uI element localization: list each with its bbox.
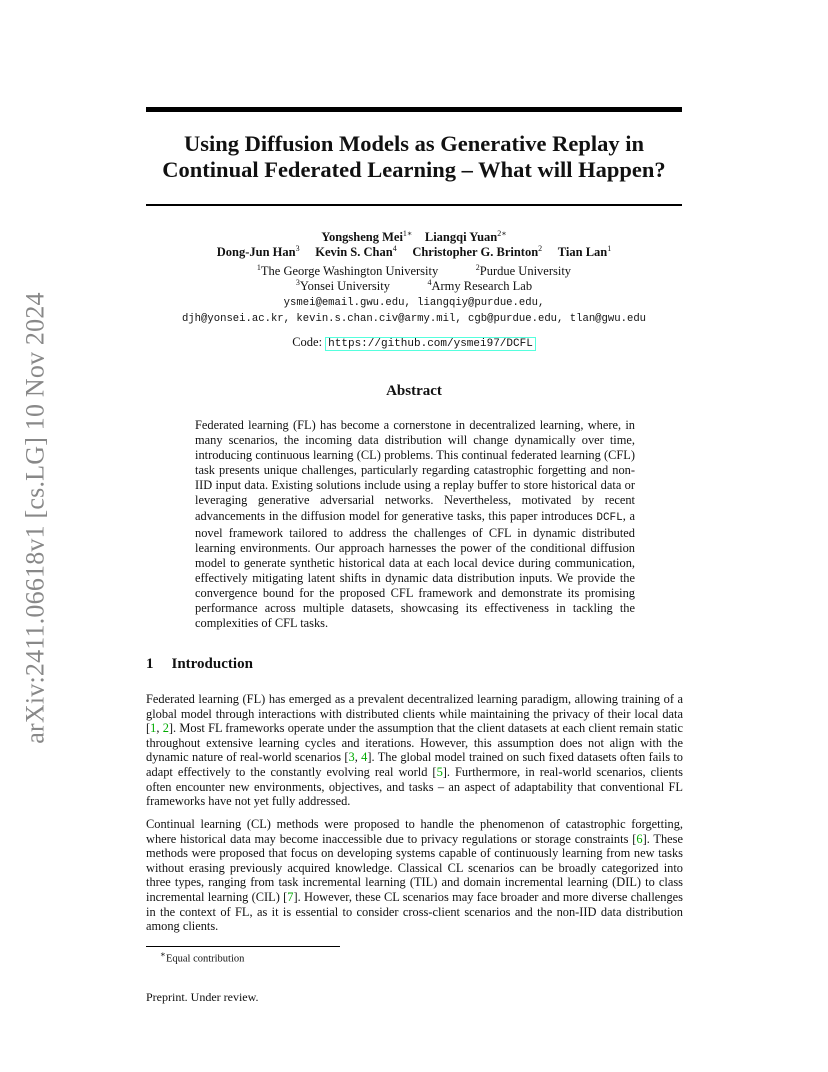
citation-link[interactable]: 3 [348, 750, 355, 765]
text-run: , [156, 721, 163, 736]
author-name: Yongsheng Mei [321, 230, 403, 245]
author-sup: 1∗ [402, 229, 413, 238]
preprint-notice: Preprint. Under review. [146, 990, 259, 1004]
code-line [140, 335, 688, 350]
citation-link[interactable]: 7 [287, 889, 294, 904]
text-run: ]. The global model trained on such fixed datasets often fails to adapt effectively to the constantly evolving real world [ [146, 750, 683, 779]
title-rule-top [146, 107, 682, 112]
author-sup: 3 [295, 244, 300, 253]
affil-sup: 2 [475, 263, 480, 272]
affiliation: The George Washington University [260, 264, 439, 279]
title-line-1: Using Diffusion Models as Generative Replay in [183, 131, 644, 156]
text-run: , [354, 750, 362, 765]
authors-row-2 [140, 241, 688, 260]
text-run: ]. Most FL frameworks operate under the assumption that the client datasets at each client remain static throughout extensive learning cycles and iterations. However, this assumption does not align with the dynamic nature of real-world scenarios [ [146, 721, 683, 765]
author-sup: 2 [538, 244, 543, 253]
section-number: 1 [146, 656, 154, 672]
citation-link[interactable]: 6 [636, 831, 643, 846]
affiliation: Yonsei University [299, 279, 390, 294]
section-title: Introduction [171, 656, 253, 672]
footnote-rule [146, 946, 340, 947]
author-sup: 1 [607, 244, 612, 253]
author-sup: 2∗ [497, 229, 507, 238]
author-sup: 4 [392, 244, 397, 253]
section-heading-introduction [146, 656, 253, 673]
footnote [160, 949, 244, 965]
code-link[interactable]: https://github.com/ysmei97/DCFL [325, 337, 536, 351]
citation-link[interactable]: 5 [436, 764, 443, 779]
author-name: Tian Lan [557, 245, 608, 260]
citation-link[interactable]: 1 [150, 721, 157, 736]
text-run: ]. Furthermore, in real-world scenarios, clients often encounter new environments, objectives, and tasks – an aspect of adaptability that conventional FL frameworks have not yet fully addressed. [146, 764, 683, 809]
footnote-text: Equal contribution [165, 953, 245, 965]
title-line-2: Continual Federated Learning – What will Happen? [162, 157, 666, 182]
affiliation: Army Research Lab [431, 279, 533, 294]
author-name: Dong-Jun Han [216, 245, 296, 260]
paper-title [120, 131, 708, 183]
emails-line-1: ysmei@email.gwu.edu, liangqiy@purdue.edu, [283, 297, 545, 309]
code-label: Code: [292, 335, 323, 349]
text-run: ]. These methods were proposed that focus on developing systems capable of continuously learning from new tasks without erasing previously acquired knowledge. Classical CL scenarios can be broadly categorized into three types, ranging from task incremental learning (TIL) and domain incremental learning (DIL) to class incremental learning (CIL) [ [146, 831, 683, 904]
text-run: ]. However, these CL scenarios may face broader and more diverse challenges in the context of FL, as it is essential to consider cross-client scenarios and the non-IID data distribution among clients. [146, 889, 683, 934]
arxiv-id: arXiv:2411.06618v1 [cs.LG] 10 Nov 2024 [21, 292, 50, 744]
affil-sup: 3 [295, 278, 300, 287]
author-name: Liangqi Yuan [424, 230, 498, 245]
emails-line-2: djh@yonsei.ac.kr, kevin.s.chan.civ@army.mil, cgb@purdue.edu, tlan@gwu.edu [181, 313, 647, 325]
title-rule-bottom [146, 204, 682, 206]
text-run: Federated learning (FL) has emerged as a prevalent decentralized learning paradigm, allowing training of a global model through interactions with distributed clients while maintaining the privacy of their local data [ [146, 692, 683, 736]
affiliation: Purdue University [479, 264, 572, 279]
intro-paragraph-2 [146, 817, 683, 934]
affil-sup: 4 [427, 278, 432, 287]
author-name: Kevin S. Chan [315, 245, 393, 260]
affiliations-row-2 [140, 275, 688, 294]
text-run: Continual learning (CL) methods were proposed to handle the phenomenon of catastrophic forgetting, where historical data may become inaccessible due to privacy regulations or storage constraints [ [146, 817, 683, 846]
arxiv-sidebar [18, 283, 54, 753]
method-name: DCFL [596, 511, 623, 524]
citation-link[interactable]: 2 [162, 721, 169, 736]
intro-paragraph-1 [146, 692, 683, 809]
author-name: Christopher G. Brinton [412, 245, 539, 260]
abstract-body [195, 418, 635, 631]
abstract-heading: Abstract [386, 383, 442, 399]
abstract-text-2: , a novel framework tailored to address the challenges of CFL in dynamic distributed learning environments. Our approach harnesses the power of the conditional diffusion model to generate synthetic historical data at each local device during communication, effectively mitigating latent shifts in dynamic data distribution inputs. We provide the convergence bound for the proposed CFL framework and demonstrate its promising performance across multiple datasets, showcasing its effectiveness in tackling the complexities of CFL tasks. [195, 508, 635, 631]
footnote-mark: ∗ [160, 949, 166, 959]
affil-sup: 1 [256, 263, 261, 272]
citation-link[interactable]: 4 [361, 750, 368, 765]
abstract-text-1: Federated learning (FL) has become a cornerstone in decentralized learning, where, in many scenarios, the incoming data distribution will change dynamically over time, introducing continuous learning (CL) problems. This continual federated learning (CFL) task presents unique challenges, particularly regarding catastrophic forgetting and non-IID input data. Existing solutions include using a replay buffer to store historical data or leveraging generative adversarial networks. Nevertheless, motivated by recent advancements in the diffusion model for generative tasks, this paper introduces [195, 418, 635, 523]
